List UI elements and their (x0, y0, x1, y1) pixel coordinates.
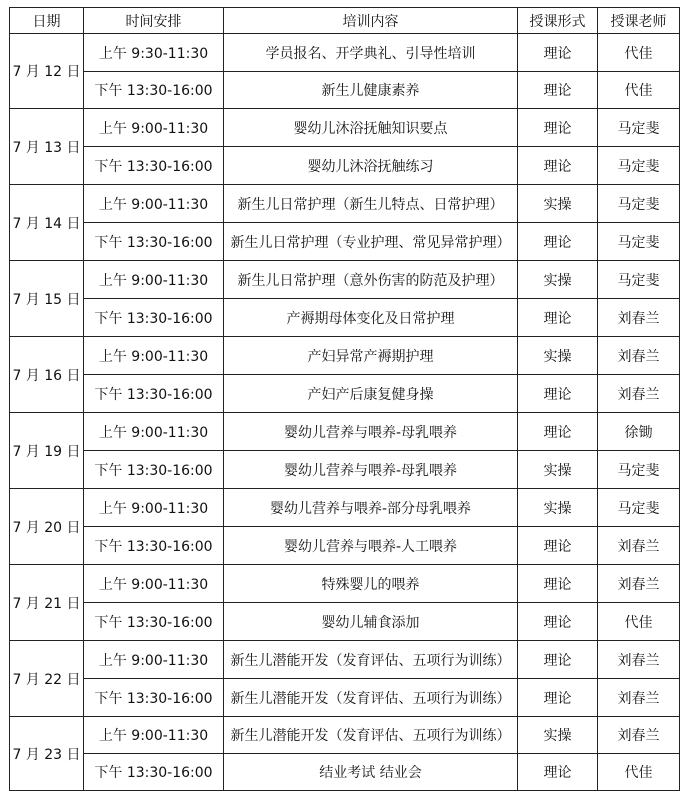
content-cell: 新生儿健康素养 (224, 72, 518, 109)
content-cell: 特殊婴儿的喂养 (224, 565, 518, 603)
header-content: 培训内容 (224, 8, 518, 34)
time-cell: 上午 9:00-11:30 (84, 109, 224, 147)
header-date: 日期 (10, 8, 84, 34)
content-cell: 新生儿潜能开发（发育评估、五项行为训练） (224, 641, 518, 679)
time-cell: 上午 9:00-11:30 (84, 717, 224, 754)
format-cell: 理论 (518, 147, 598, 185)
date-cell: 7 月 15 日 (10, 261, 84, 337)
table-row (10, 261, 680, 299)
time-cell: 下午 13:30-16:00 (84, 147, 224, 185)
format-cell: 理论 (518, 72, 598, 109)
format-cell: 理论 (518, 109, 598, 147)
table-row (10, 337, 680, 375)
date-cell: 7 月 16 日 (10, 337, 84, 413)
time-cell: 上午 9:00-11:30 (84, 185, 224, 223)
time-cell: 下午 13:30-16:00 (84, 223, 224, 261)
format-cell: 理论 (518, 223, 598, 261)
table-row (10, 34, 680, 72)
time-cell: 下午 13:30-16:00 (84, 299, 224, 337)
table-row (10, 109, 680, 147)
teacher-cell: 代佳 (598, 72, 680, 109)
header-format: 授课形式 (518, 8, 598, 34)
table-row (10, 451, 680, 489)
table-row (10, 147, 680, 185)
format-cell: 实操 (518, 451, 598, 489)
date-cell: 7 月 22 日 (10, 641, 84, 717)
format-cell: 理论 (518, 679, 598, 717)
schedule-body (10, 34, 680, 791)
time-cell: 上午 9:00-11:30 (84, 641, 224, 679)
time-cell: 下午 13:30-16:00 (84, 754, 224, 791)
header-teacher: 授课老师 (598, 8, 680, 34)
table-row (10, 223, 680, 261)
format-cell: 理论 (518, 565, 598, 603)
format-cell: 理论 (518, 375, 598, 413)
content-cell: 婴幼儿沐浴抚触练习 (224, 147, 518, 185)
date-cell: 7 月 13 日 (10, 109, 84, 185)
content-cell: 新生儿潜能开发（发育评估、五项行为训练） (224, 679, 518, 717)
format-cell: 实操 (518, 489, 598, 527)
format-cell: 理论 (518, 34, 598, 72)
time-cell: 下午 13:30-16:00 (84, 375, 224, 413)
teacher-cell: 刘春兰 (598, 565, 680, 603)
date-cell: 7 月 21 日 (10, 565, 84, 641)
header-row (10, 8, 680, 34)
teacher-cell: 马定斐 (598, 147, 680, 185)
teacher-cell: 刘春兰 (598, 299, 680, 337)
content-cell: 结业考试 结业会 (224, 754, 518, 791)
time-cell: 下午 13:30-16:00 (84, 603, 224, 641)
content-cell: 婴幼儿营养与喂养-部分母乳喂养 (224, 489, 518, 527)
table-row (10, 754, 680, 791)
content-cell: 婴幼儿营养与喂养-母乳喂养 (224, 413, 518, 451)
time-cell: 上午 9:00-11:30 (84, 413, 224, 451)
format-cell: 理论 (518, 641, 598, 679)
format-cell: 理论 (518, 603, 598, 641)
date-cell: 7 月 12 日 (10, 34, 84, 109)
content-cell: 产褥期母体变化及日常护理 (224, 299, 518, 337)
content-cell: 新生儿日常护理（专业护理、常见异常护理） (224, 223, 518, 261)
teacher-cell: 代佳 (598, 754, 680, 791)
teacher-cell: 马定斐 (598, 451, 680, 489)
teacher-cell: 代佳 (598, 34, 680, 72)
date-cell: 7 月 19 日 (10, 413, 84, 489)
teacher-cell: 马定斐 (598, 261, 680, 299)
teacher-cell: 马定斐 (598, 489, 680, 527)
teacher-cell: 刘春兰 (598, 717, 680, 754)
teacher-cell: 刘春兰 (598, 375, 680, 413)
table-row (10, 375, 680, 413)
table-row (10, 185, 680, 223)
time-cell: 下午 13:30-16:00 (84, 72, 224, 109)
content-cell: 新生儿日常护理（意外伤害的防范及护理） (224, 261, 518, 299)
date-cell: 7 月 14 日 (10, 185, 84, 261)
time-cell: 上午 9:00-11:30 (84, 337, 224, 375)
format-cell: 理论 (518, 527, 598, 565)
content-cell: 婴幼儿营养与喂养-人工喂养 (224, 527, 518, 565)
table-row (10, 565, 680, 603)
teacher-cell: 马定斐 (598, 223, 680, 261)
format-cell: 实操 (518, 261, 598, 299)
format-cell: 理论 (518, 413, 598, 451)
teacher-cell: 代佳 (598, 603, 680, 641)
time-cell: 上午 9:30-11:30 (84, 34, 224, 72)
teacher-cell: 刘春兰 (598, 337, 680, 375)
table-row (10, 679, 680, 717)
time-cell: 下午 13:30-16:00 (84, 679, 224, 717)
table-row (10, 489, 680, 527)
teacher-cell: 马定斐 (598, 109, 680, 147)
header-time: 时间安排 (84, 8, 224, 34)
time-cell: 上午 9:00-11:30 (84, 565, 224, 603)
teacher-cell: 刘春兰 (598, 641, 680, 679)
format-cell: 理论 (518, 754, 598, 791)
teacher-cell: 刘春兰 (598, 679, 680, 717)
date-cell: 7 月 20 日 (10, 489, 84, 565)
time-cell: 上午 9:00-11:30 (84, 489, 224, 527)
table-row (10, 299, 680, 337)
table-row (10, 603, 680, 641)
date-cell: 7 月 23 日 (10, 717, 84, 791)
content-cell: 学员报名、开学典礼、引导性培训 (224, 34, 518, 72)
teacher-cell: 马定斐 (598, 185, 680, 223)
table-row (10, 413, 680, 451)
table-row (10, 72, 680, 109)
content-cell: 婴幼儿沐浴抚触知识要点 (224, 109, 518, 147)
table-row (10, 717, 680, 754)
time-cell: 上午 9:00-11:30 (84, 261, 224, 299)
time-cell: 下午 13:30-16:00 (84, 451, 224, 489)
format-cell: 理论 (518, 299, 598, 337)
teacher-cell: 徐锄 (598, 413, 680, 451)
content-cell: 新生儿潜能开发（发育评估、五项行为训练） (224, 717, 518, 754)
training-schedule-table (9, 7, 680, 791)
format-cell: 实操 (518, 185, 598, 223)
table-row (10, 641, 680, 679)
teacher-cell: 刘春兰 (598, 527, 680, 565)
table-row (10, 527, 680, 565)
content-cell: 婴幼儿辅食添加 (224, 603, 518, 641)
content-cell: 产妇产后康复健身操 (224, 375, 518, 413)
time-cell: 下午 13:30-16:00 (84, 527, 224, 565)
content-cell: 婴幼儿营养与喂养-母乳喂养 (224, 451, 518, 489)
format-cell: 实操 (518, 337, 598, 375)
content-cell: 新生儿日常护理（新生儿特点、日常护理） (224, 185, 518, 223)
format-cell: 实操 (518, 717, 598, 754)
content-cell: 产妇异常产褥期护理 (224, 337, 518, 375)
